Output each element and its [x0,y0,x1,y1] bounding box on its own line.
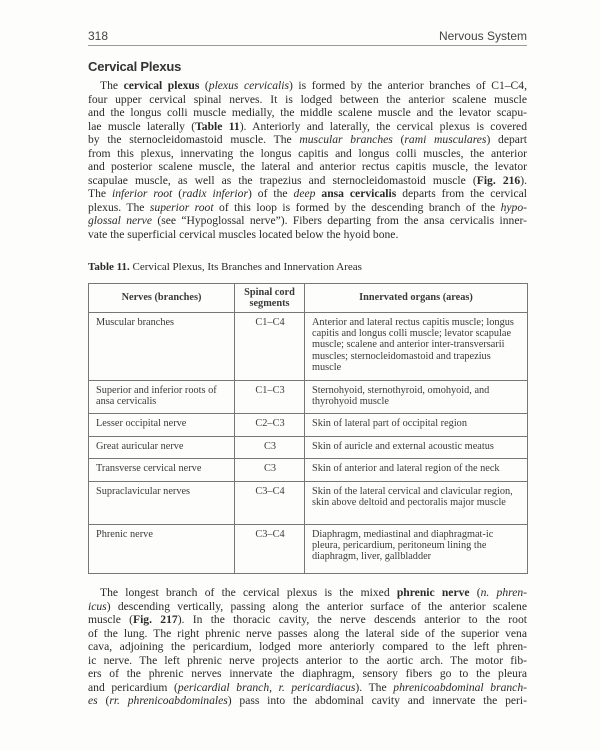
italic-term: inferior root [111,187,173,200]
text-run: muscle ( [88,613,133,626]
text-run: ers of the phrenic nerves innervate the diaphragm, sensory fibers go to the pleura [88,667,527,680]
text-line [88,694,527,708]
text-run: by the sternocleidomastoid muscle. The [88,133,300,146]
segment-cell: C3 [235,437,305,459]
table-header-row [89,284,528,313]
innervation-cell: Skin of the lateral cervical and clavicular region, skin above deltoid and pectoralis major muscle [305,482,528,525]
text-run: ( [172,187,183,200]
bold-term: cervical plexus [123,79,200,92]
nerve-cell: Supraclavicular nerves [89,482,235,525]
innervation-cell: Diaphragm, mediastinal and diaphragmat-ic pleura, pericardium, peritoneum lining the diaphragm, liver, gallbladder [305,525,528,574]
text-run: ( [199,79,209,92]
bold-term: Table 11 [195,119,240,133]
text-line [88,627,527,641]
segment-cell: C2–C3 [235,414,305,437]
italic-term: deep [293,187,316,200]
text-line [88,667,527,681]
text-run: ). The [355,680,394,694]
segment-cell: C3–C4 [235,482,305,525]
nerve-cell: Phrenic nerve [89,525,235,574]
italic-term: icus [88,599,107,613]
text-line [88,147,527,161]
nerve-cell: Lesser occipital nerve [89,414,235,437]
section-heading: Cervical Plexus [88,59,182,74]
nerve-cell: Transverse cervical nerve [89,459,235,482]
table-row [89,381,528,414]
text-line [88,106,527,120]
text-line [88,174,527,188]
nerve-cell: Muscular branches [89,313,235,381]
text-run: ). [520,173,527,187]
text-line [88,681,527,695]
text-run: ) depart [486,133,528,146]
page-number: 318 [88,29,109,43]
text-run: The [88,187,112,200]
italic-term: phrenicoabdominal branch- [393,680,527,694]
column-header: Spinal cord segments [235,284,305,313]
text-run: of this loop is formed by the descending branch of the [213,200,501,214]
column-header: Nerves (branches) [89,284,235,313]
table-row [89,459,528,482]
italic-term: muscular branches [299,133,393,146]
text-line [88,214,527,228]
text-run: and the longus colli muscle medially, the middle scalene muscle and the levator scapu- [88,106,527,119]
segment-cell: C3 [235,459,305,482]
text-run: ). Anteriorly and laterally, the cervical plexus is covered [239,119,527,133]
bold-term: Fig. 217 [133,613,178,626]
innervation-cell: Anterior and lateral rectus capitis muscle; longus capitis and longus colli muscle; levator scapulae muscle; scalene and anterior inter-transversarii muscles; sternocleidomastoid and trapezius muscle [305,313,528,381]
bold-term: ansa cervicalis [321,187,397,200]
text-run: ). In the thoracic cavity, the nerve descends anterior to the root [177,613,527,626]
italic-term: radix inferior [182,187,248,200]
nerve-cell: Great auricular nerve [89,437,235,459]
paragraph-phrenic [88,586,527,708]
text-line [88,133,527,147]
text-run: ) pass into the abdominal cavity and innervate the peri- [227,694,527,707]
text-line [88,586,527,600]
segment-cell: C1–C3 [235,381,305,414]
text-line [88,600,527,614]
table-row [89,482,528,525]
text-run: ic nerve. The left phrenic nerve projects anterior to the aortic arch. The motor fib- [88,653,527,667]
text-run: ( [469,586,481,599]
italic-term: rr. phrenicoabdominales [109,694,228,707]
italic-term: plexus cervicalis [208,79,290,92]
italic-term: hypo- [500,200,527,214]
table-row [89,414,528,437]
text-run: ) is formed by the anterior branches of C1–C4, [289,79,527,92]
table-caption-text: Cervical Plexus, Its Branches and Innervation Areas [129,261,362,273]
text-run: four upper cervical spinal nerves. It is lodged between the anterior scalene muscle [88,92,527,106]
text-run: of the lung. The right phrenic nerve passes along the lateral side of the superior vena [88,626,527,640]
italic-term: glossal nerve [88,214,152,227]
paragraph-intro [88,79,527,241]
italic-term: superior root [149,200,214,214]
text-line [88,201,527,215]
text-run: vate the superficial cervical muscles located below the hyoid bone. [88,227,399,241]
text-line [88,228,527,242]
text-line [88,654,527,668]
italic-term: rami musculares [404,133,487,146]
text-run: ) descending vertically, passing along the anterior surface of the anterior scalene [106,599,527,613]
innervation-cell: Skin of anterior and lateral region of the neck [305,459,528,482]
bold-term: phrenic nerve [396,586,470,599]
text-line [88,93,527,107]
text-run: scapulae muscle, as well as the trapezius and sternocleidomastoid muscle ( [88,173,477,187]
text-line [88,120,527,134]
text-run: and posterior scalene muscle, the lateral and anterior rectus capitis muscle, the levator [88,160,527,173]
text-line [88,79,527,93]
text-run: ( [392,133,405,146]
text-run: ( [97,694,110,707]
text-run: (see “Hypoglossal nerve”). Fibers departing from the ansa cervicalis inner- [151,214,527,227]
cervical-plexus-table [88,283,528,574]
text-run: The longest branch of the cervical plexus is the mixed [100,586,397,599]
italic-term: n. phren- [480,586,527,599]
table-caption [88,261,362,273]
text-line [88,640,527,654]
text-run: and pericardium ( [88,680,178,694]
nerve-cell: Superior and inferior roots of ansa cervicalis [89,381,235,414]
innervation-cell: Skin of auricle and external acoustic meatus [305,437,528,459]
text-line [88,613,527,627]
text-line [88,187,527,201]
bold-term: Fig. 216 [476,173,521,187]
italic-term: es [88,694,98,707]
text-run: The [100,79,124,92]
table-row [89,313,528,381]
column-header: Innervated organs (areas) [305,284,528,313]
table-row [89,525,528,574]
text-run: ) of the [247,187,294,200]
segment-cell: C3–C4 [235,525,305,574]
innervation-cell: Skin of lateral part of occipital region [305,414,528,437]
table-row [89,437,528,459]
text-run: from this plexus, innervating the longus capitis and longus colli muscles, the anterior [88,146,527,160]
text-run: lae muscle laterally ( [88,119,196,133]
text-run: cava, adjoining the pericardium, lodged more anteriorly compared to the left phren- [88,640,527,653]
section-title: Nervous System [438,29,527,43]
italic-term: pericardial branch, r. pericardiacus [177,680,356,694]
innervation-cell: Sternohyoid, sternothyroid, omohyoid, and thyrohyoid muscle [305,381,528,414]
text-run: plexus. The [88,200,150,214]
segment-cell: C1–C4 [235,313,305,381]
text-run: departs from the cervical [396,187,527,200]
table-caption-label: Table 11. [88,261,130,273]
running-header [88,29,527,46]
text-line [88,160,527,174]
